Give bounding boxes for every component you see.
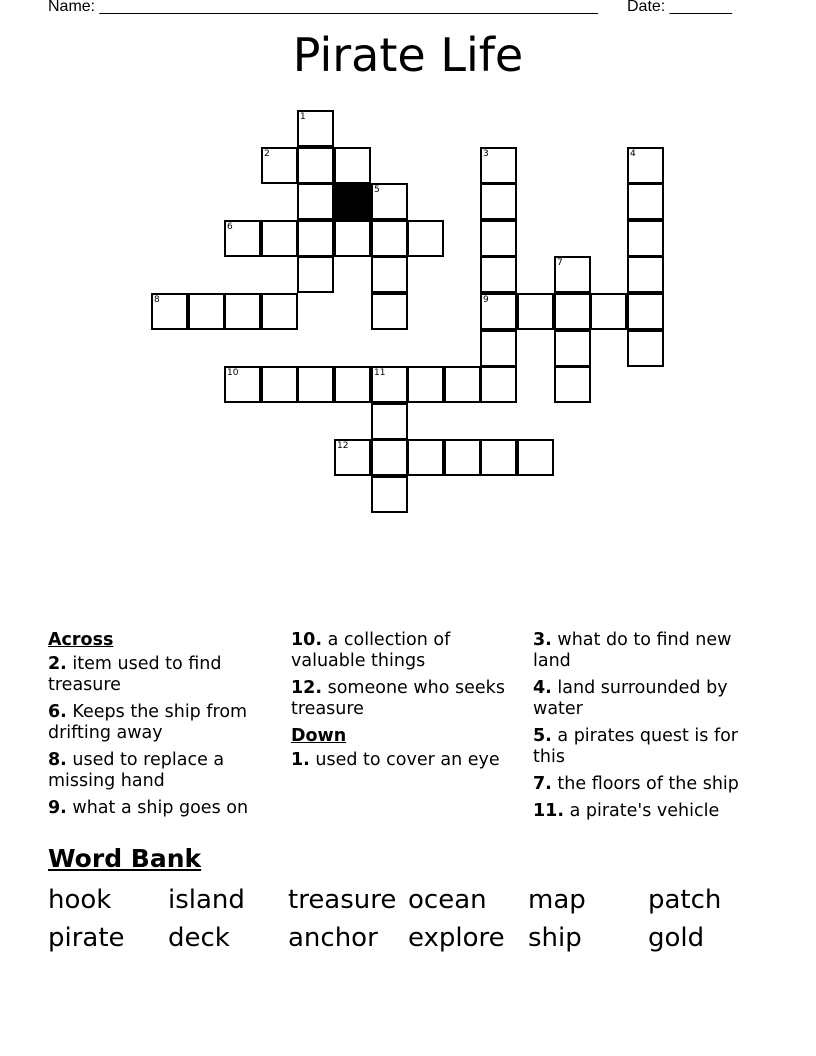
clue-across-12 <box>291 678 526 720</box>
clue-number-label: 8 <box>154 295 160 305</box>
word-bank-title: Word Bank <box>48 844 202 873</box>
name-field-label: Name: ________________________________________________________ <box>48 0 598 15</box>
crossword-cell[interactable] <box>297 147 334 184</box>
clue-text: used to replace a missing hand <box>48 750 225 791</box>
crossword-cell[interactable] <box>627 147 664 184</box>
crossword-cell[interactable] <box>334 220 371 257</box>
crossword-cell[interactable] <box>554 293 591 330</box>
clue-column-3 <box>533 630 768 828</box>
crossword-cell[interactable] <box>590 293 627 330</box>
clue-down-3 <box>533 630 768 672</box>
crossword-cell[interactable] <box>224 366 261 403</box>
crossword-cell[interactable] <box>297 220 334 257</box>
word-bank-item: island <box>168 885 245 915</box>
clue-text: the floors of the ship <box>557 774 739 794</box>
clue-number-label: 1 <box>300 112 306 122</box>
clue-number: 7. <box>533 774 552 794</box>
clue-number-label: 5 <box>374 185 380 195</box>
crossword-cell[interactable] <box>151 293 188 330</box>
word-bank-item: ocean <box>408 885 487 915</box>
clue-number-label: 10 <box>227 368 239 378</box>
crossword-cell[interactable] <box>371 293 408 330</box>
clue-number: 3. <box>533 630 552 650</box>
clue-column-2 <box>291 630 526 777</box>
crossword-cell[interactable] <box>480 220 517 257</box>
clue-number: 10. <box>291 630 323 650</box>
clue-down-11 <box>533 801 768 822</box>
crossword-cell[interactable] <box>480 147 517 184</box>
clue-number: 4. <box>533 678 552 698</box>
word-bank-item: treasure <box>288 885 397 915</box>
crossword-cell[interactable] <box>627 256 664 293</box>
clue-number: 8. <box>48 750 67 770</box>
clue-number-label: 6 <box>227 222 233 232</box>
clue-text: item used to find treasure <box>48 654 222 695</box>
clue-down-7 <box>533 774 768 795</box>
clue-number-label: 12 <box>337 441 349 451</box>
clue-number: 1. <box>291 750 310 770</box>
clue-number: 12. <box>291 678 323 698</box>
crossword-cell[interactable] <box>297 256 334 293</box>
clue-text: what a ship goes on <box>72 798 249 818</box>
clue-across-6 <box>48 702 283 744</box>
clue-number: 9. <box>48 798 67 818</box>
clue-number-label: 9 <box>483 295 489 305</box>
clue-down-1 <box>291 750 526 771</box>
word-bank-item: patch <box>648 885 722 915</box>
clue-across-2 <box>48 654 283 696</box>
word-bank-item: map <box>528 885 586 915</box>
crossword-cell[interactable] <box>371 476 408 513</box>
crossword-cell[interactable] <box>480 183 517 220</box>
word-bank-item: explore <box>408 923 505 953</box>
crossword-cell[interactable] <box>554 366 591 403</box>
clue-column-1 <box>48 630 283 825</box>
crossword-cell[interactable] <box>261 293 298 330</box>
clue-number: 11. <box>533 801 565 821</box>
clue-across-9 <box>48 798 283 819</box>
crossword-cell[interactable] <box>627 220 664 257</box>
crossword-cell[interactable] <box>297 366 334 403</box>
crossword-cell[interactable] <box>480 256 517 293</box>
across-heading: Across <box>48 630 114 650</box>
clue-text: what do to find new land <box>533 630 732 671</box>
crossword-cell[interactable] <box>297 183 334 220</box>
crossword-cell[interactable] <box>334 366 371 403</box>
word-bank-item: deck <box>168 923 230 953</box>
crossword-cell[interactable] <box>407 439 444 476</box>
clue-across-8 <box>48 750 283 792</box>
clue-number-label: 7 <box>557 258 563 268</box>
black-cell <box>334 183 371 220</box>
clue-number: 2. <box>48 654 67 674</box>
date-field-label: Date: _______ <box>627 0 732 15</box>
crossword-cell[interactable] <box>444 366 481 403</box>
clue-number-label: 2 <box>264 149 270 159</box>
clue-text: land surrounded by water <box>533 678 728 719</box>
word-bank-item: ship <box>528 923 582 953</box>
clue-number: 6. <box>48 702 67 722</box>
clue-text: someone who seeks treasure <box>291 678 505 719</box>
crossword-cell[interactable] <box>224 220 261 257</box>
clue-number-label: 4 <box>630 149 636 159</box>
down-heading: Down <box>291 726 347 746</box>
crossword-cell[interactable] <box>334 147 371 184</box>
clue-number: 5. <box>533 726 552 746</box>
crossword-cell[interactable] <box>480 330 517 367</box>
clue-across-10 <box>291 630 526 672</box>
clue-text: used to cover an eye <box>315 750 500 770</box>
word-bank-item: hook <box>48 885 112 915</box>
crossword-cell[interactable] <box>627 330 664 367</box>
crossword-cell[interactable] <box>627 293 664 330</box>
crossword-cell[interactable] <box>188 293 225 330</box>
clue-text: a pirates quest is for this <box>533 726 739 767</box>
crossword-cell[interactable] <box>407 220 444 257</box>
crossword-cell[interactable] <box>371 439 408 476</box>
crossword-cell[interactable] <box>224 293 261 330</box>
clue-text: a collection of valuable things <box>291 630 451 671</box>
crossword-cell[interactable] <box>480 293 517 330</box>
crossword-cell[interactable] <box>261 366 298 403</box>
crossword-cell[interactable] <box>261 220 298 257</box>
crossword-cell[interactable] <box>517 439 554 476</box>
word-bank-item: gold <box>648 923 705 953</box>
crossword-cell[interactable] <box>261 147 298 184</box>
clue-text: Keeps the ship from drifting away <box>48 702 248 743</box>
crossword-cell[interactable] <box>627 183 664 220</box>
crossword-cell[interactable] <box>480 366 517 403</box>
crossword-cell[interactable] <box>371 256 408 293</box>
crossword-cell[interactable] <box>554 330 591 367</box>
clue-number-label: 3 <box>483 149 489 159</box>
clue-down-5 <box>533 726 768 768</box>
crossword-cell[interactable] <box>480 439 517 476</box>
crossword-cell[interactable] <box>297 110 334 147</box>
crossword-cell[interactable] <box>371 403 408 440</box>
crossword-cell[interactable] <box>371 220 408 257</box>
crossword-cell[interactable] <box>371 183 408 220</box>
crossword-cell[interactable] <box>554 256 591 293</box>
clue-down-4 <box>533 678 768 720</box>
crossword-cell[interactable] <box>407 366 444 403</box>
clue-number-label: 11 <box>374 368 386 378</box>
crossword-cell[interactable] <box>517 293 554 330</box>
page-title: Pirate Life <box>292 28 524 82</box>
crossword-cell[interactable] <box>371 366 408 403</box>
word-bank-item: anchor <box>288 923 378 953</box>
word-bank-item: pirate <box>48 923 125 953</box>
crossword-cell[interactable] <box>444 439 481 476</box>
crossword-cell[interactable] <box>334 439 371 476</box>
clue-text: a pirate's vehicle <box>569 801 720 821</box>
